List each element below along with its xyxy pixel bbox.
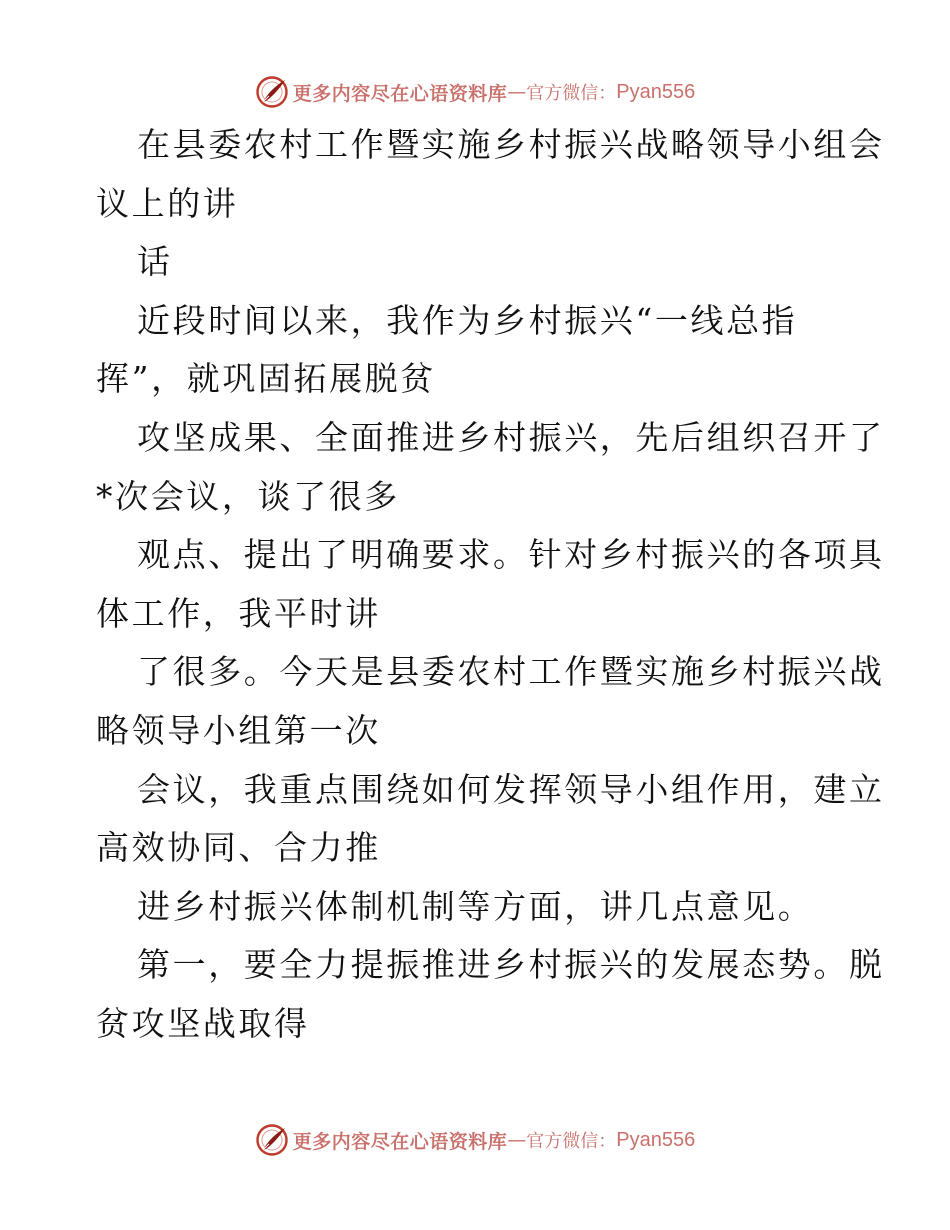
body-text-line: 会议，我重点围绕如何发挥领导小组作用，建立 [137, 769, 885, 809]
body-text-line: 进乡村振兴体制机制等方面，讲几点意见。 [137, 886, 814, 926]
watermark-separator: — [507, 81, 527, 103]
quill-logo-icon [255, 1123, 289, 1157]
body-text-line: 挥”，就巩固拓展脱贫 [96, 359, 436, 399]
body-text-line: 攻坚成果、全面推进乡村振兴，先后组织召开了 [137, 417, 885, 457]
body-text-line: 观点、提出了明确要求。针对乡村振兴的各项具 [137, 535, 885, 575]
body-text-line: 贫攻坚战取得 [96, 1003, 310, 1043]
footer-watermark [0, 1120, 950, 1160]
watermark-separator: — [507, 1129, 527, 1151]
watermark-brand: 更多内容尽在心语资料库 [292, 1130, 508, 1153]
body-text-line: 体工作，我平时讲 [96, 593, 381, 633]
header-watermark [0, 72, 950, 112]
body-text-line: 议上的讲 [96, 183, 239, 223]
quill-logo-icon [255, 75, 289, 109]
body-text-line: 略领导小组第一次 [96, 710, 381, 750]
body-text-line: 高效协同、合力推 [96, 828, 381, 868]
body-text-line: 话 [137, 242, 173, 282]
watermark-brand: 更多内容尽在心语资料库 [292, 82, 508, 105]
watermark-wechat-id: Pyan556 [616, 80, 696, 103]
watermark-wechat-label: 官方微信： [526, 83, 617, 104]
document-body [96, 116, 885, 1054]
body-text-line: 在县委农村工作暨实施乡村振兴战略领导小组会 [137, 125, 885, 164]
body-text-line: 近段时间以来，我作为乡村振兴“一线总指 [137, 300, 798, 340]
body-text-line: 了很多。今天是县委农村工作暨实施乡村振兴战 [137, 652, 885, 692]
watermark-wechat-id: Pyan556 [616, 1128, 696, 1151]
body-text-line: 第一，要全力提振推进乡村振兴的发展态势。脱 [137, 945, 885, 985]
watermark-wechat-label: 官方微信： [526, 1131, 617, 1152]
body-text-line: *次会议，谈了很多 [96, 476, 400, 516]
